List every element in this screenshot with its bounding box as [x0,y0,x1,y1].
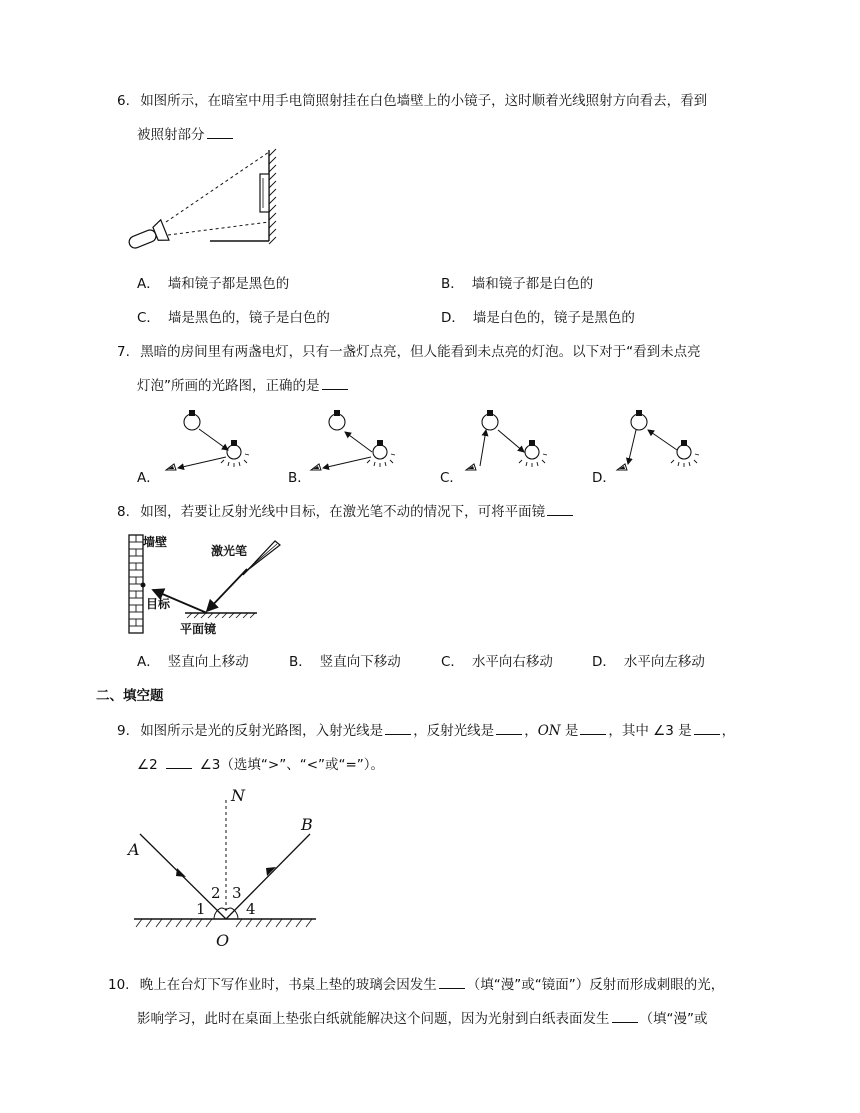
q8-label-mirror: 平面镜 [180,622,217,636]
q9-label-angle3: 3 [232,884,242,902]
q7-figure-b [311,410,395,470]
q8-label-target: 目标 [146,597,171,611]
q7-figures [0,0,860,500]
q7-text-1: 黑暗的房间里有两盏电灯，只有一盏灯点亮，但人能看到未点亮的灯泡。以下对于“看到未点亮 [140,344,701,360]
q6-text-2: 被照射部分 [137,127,205,143]
q9-line2: ∠2 ∠3（选填“>”、“<”或“=”）。 [137,757,385,773]
q6-option-b[interactable]: B． 墙和镜子都是白色的 [441,276,594,292]
q7-option-b[interactable]: B． [288,470,311,486]
q9-label-angle2: 2 [211,884,221,902]
q9-blank-angle3[interactable] [694,722,720,735]
q7-figure-d [617,410,699,470]
q9-label-angle1: 1 [196,900,206,918]
q9-label-b: B [301,815,313,834]
q9-on-symbol: ON [537,723,561,739]
q7-option-a[interactable]: A． [137,470,160,486]
q9-blank-incident[interactable] [385,722,411,735]
q6-option-d[interactable]: D． 墙是白色的，镜子是黑色的 [441,310,635,326]
q8-answer-blank[interactable] [547,503,573,516]
q8-text-1: 如图，若要让反射光线中目标，在激光笔不动的情况下，可将平面镜 [140,504,546,520]
q7-figure-a [166,410,249,470]
q6-option-c[interactable]: C． 墙是黑色的，镜子是白色的 [137,310,330,326]
q7-option-d[interactable]: D． [592,470,616,486]
q7-figure-c [466,410,547,470]
q9-line1: 9. 如图所示是光的反射光路图，入射光线是 ，反射光线是 ，ON 是 ，其中 ∠3 是 ， [117,723,736,739]
q10-blank-1[interactable] [439,976,465,989]
q10-line1: 10. 晚上在台灯下写作业时，书桌上垫的玻璃会因发生 （填“漫”或“镜面”）反射而形成刺眼的光， [108,977,725,993]
q6-option-a[interactable]: A． 墙和镜子都是黑色的 [137,276,290,292]
q8-label-laser: 激光笔 [211,544,248,558]
q8-line1 [117,500,575,520]
q9-label-a: A [128,840,140,859]
section-title-fill-in: 二、填空题 [96,688,164,704]
q8-option-c[interactable]: C． 水平向右移动 [441,654,553,670]
q8-option-d[interactable]: D． 水平向左移动 [592,654,705,670]
q7-option-c[interactable]: C． [440,470,463,486]
q10-line2: 影响学习，此时在桌面上垫张白纸就能解决这个问题，因为光射到白纸表面发生 （填“漫”或 [137,1011,708,1027]
q9-label-o: O [216,931,230,950]
q10-blank-2[interactable] [612,1010,638,1023]
q9-blank-normal[interactable] [580,722,606,735]
q9-figure-reflection [130,782,330,952]
q6-number: 6. [117,93,130,109]
q8-option-a[interactable]: A． 竖直向上移动 [137,654,249,670]
q8-option-b[interactable]: B． 竖直向下移动 [289,654,401,670]
q7-text-2: 灯泡”所画的光路图，正确的是 [137,378,320,394]
q8-number: 8. [117,504,130,520]
q9-label-angle4: 4 [246,900,256,918]
q6-text-1: 如图所示，在暗室中用手电筒照射挂在白色墙壁上的小镜子，这时顺着光线照射方向看去，看到 [140,93,708,109]
q9-label-n: N [231,786,245,805]
q7-number: 7. [117,344,130,360]
q9-blank-reflected[interactable] [496,722,522,735]
q9-number: 9. [117,723,130,739]
q8-label-wall: 墙壁 [143,535,168,549]
q9-blank-compare[interactable] [166,756,192,769]
q10-number: 10. [108,977,130,993]
